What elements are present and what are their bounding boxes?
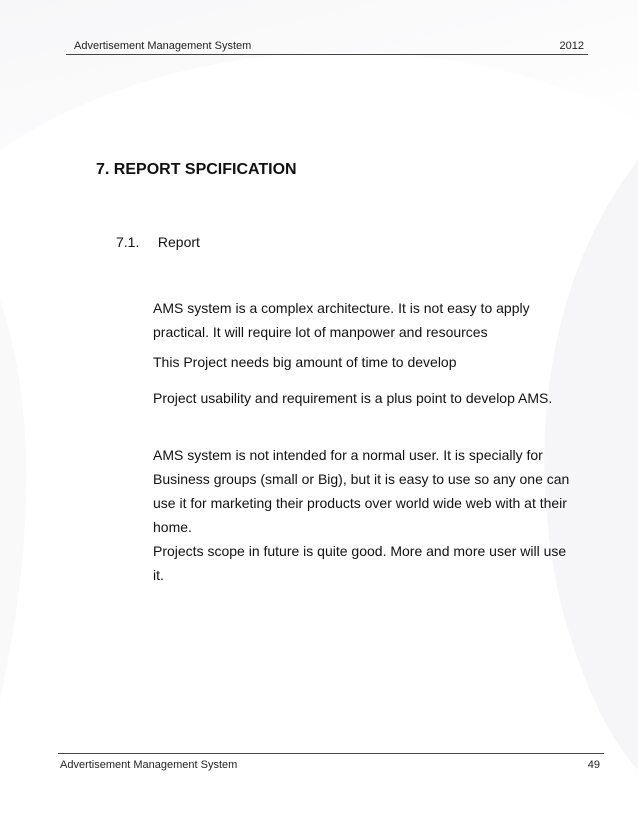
header-year: 2012	[559, 40, 584, 52]
subsection-number: 7.1.	[116, 234, 140, 250]
paragraph-usability: Project usability and requirement is a plus point to develop AMS.	[153, 390, 553, 406]
page-number: 49	[587, 759, 600, 771]
page-header	[66, 30, 588, 55]
header-title: Advertisement Management System	[74, 40, 252, 52]
subsection-heading	[116, 234, 200, 250]
subsection-title: Report	[157, 234, 200, 250]
paragraph-intended-users: AMS system is not intended for a normal user. It is specially for Business groups (small or Big), but it is easy to use so any one can use it for marketing their products over world wide web with at their home.	[153, 447, 570, 535]
page-footer	[58, 753, 604, 771]
paragraph-time: This Project needs big amount of time to develop	[153, 354, 457, 370]
paragraph-future-scope: Projects scope in future is quite good. More and more user will use it.	[153, 543, 567, 583]
section-heading: 7. REPORT SPCIFICATION	[96, 161, 297, 178]
paragraph-complexity: AMS system is a complex architecture. It is not easy to apply practical. It will require lot of manpower and resources	[153, 300, 530, 340]
footer-title: Advertisement Management System	[60, 759, 238, 771]
